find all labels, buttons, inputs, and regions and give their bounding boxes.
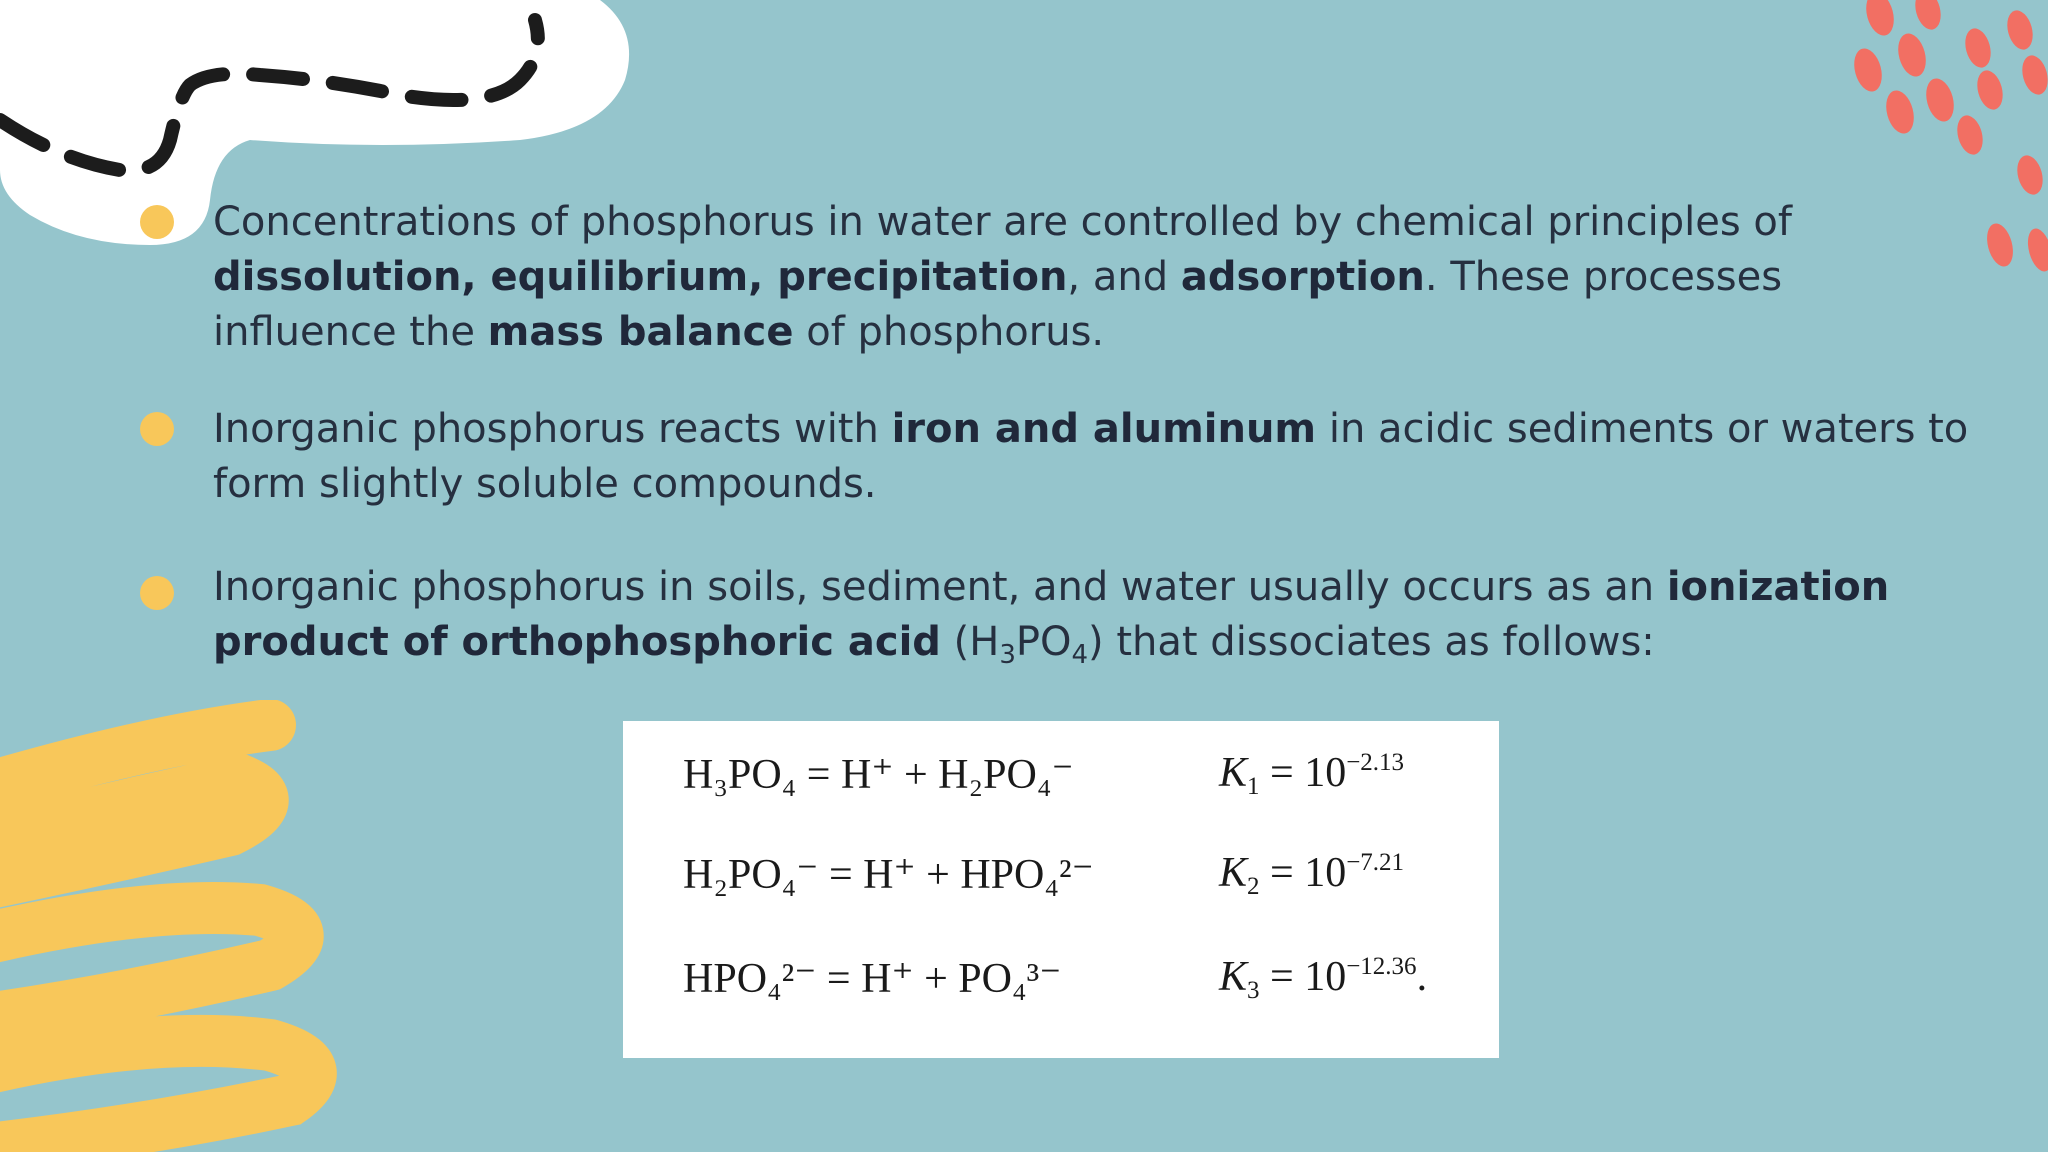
bold-segment: ionization product of orthophosphoric acid	[213, 564, 1890, 665]
bold-segment: adsorption	[1180, 254, 1425, 300]
k-index: 1	[1247, 773, 1260, 800]
k-exponent: −2.13	[1346, 749, 1405, 776]
k-symbol: K	[1219, 750, 1248, 796]
subscript: 3	[999, 640, 1016, 670]
text-segment: (H	[940, 619, 1000, 665]
equilibrium-constant	[1219, 953, 1428, 1004]
k-index: 3	[1247, 977, 1260, 1004]
bullet-item-2	[213, 402, 1973, 512]
bullet-marker	[140, 412, 174, 446]
bullet-item-3	[213, 560, 1973, 670]
k-base: = 10	[1270, 954, 1347, 1000]
text-segment: ) that dissociates as follows:	[1088, 619, 1655, 665]
equation-reaction: HPO₄²⁻ = H⁺ + PO₄³⁻	[683, 956, 1062, 1002]
equation-row-3	[623, 953, 1499, 1013]
bold-segment: dissolution, equilibrium, precipitation	[213, 254, 1068, 300]
k-index: 2	[1247, 873, 1260, 900]
subscript: 4	[1071, 640, 1089, 670]
bullet-marker	[140, 576, 174, 610]
equilibrium-constant	[1219, 749, 1405, 800]
text-segment: . These processes influence the	[213, 254, 1783, 355]
k-exponent: −7.21	[1346, 849, 1405, 876]
text-segment: , and	[1067, 254, 1181, 300]
equation-reaction: H₃PO₄ = H⁺ + H₂PO₄⁻	[683, 752, 1074, 798]
text-segment: Inorganic phosphorus reacts with	[213, 406, 892, 452]
text-segment: Inorganic phosphorus in soils, sediment, and water usually occurs as an	[213, 564, 1667, 610]
k-exponent: −12.36	[1346, 953, 1417, 980]
bullet-marker	[140, 205, 174, 239]
text-segment: in acidic sediments or waters to form slightly soluble compounds.	[213, 406, 1969, 507]
dissociation-equations-panel	[623, 721, 1499, 1058]
text-segment: PO	[1015, 619, 1072, 665]
k-base: = 10	[1270, 850, 1347, 896]
equation-row-2	[623, 849, 1499, 909]
k-tail: .	[1416, 954, 1428, 1000]
text-segment: Concentrations of phosphorus in water are controlled by chemical principles of	[213, 199, 1792, 245]
bold-segment: mass balance	[487, 309, 794, 355]
bold-segment: iron and aluminum	[891, 406, 1317, 452]
k-symbol: K	[1219, 954, 1248, 1000]
equation-reaction: H₂PO₄⁻ = H⁺ + HPO₄²⁻	[683, 852, 1094, 898]
bullet-item-1	[213, 195, 1973, 360]
k-base: = 10	[1270, 750, 1347, 796]
equation-row-1	[623, 749, 1499, 809]
text-segment: of phosphorus.	[793, 309, 1105, 355]
k-symbol: K	[1219, 850, 1248, 896]
equilibrium-constant	[1219, 849, 1405, 900]
